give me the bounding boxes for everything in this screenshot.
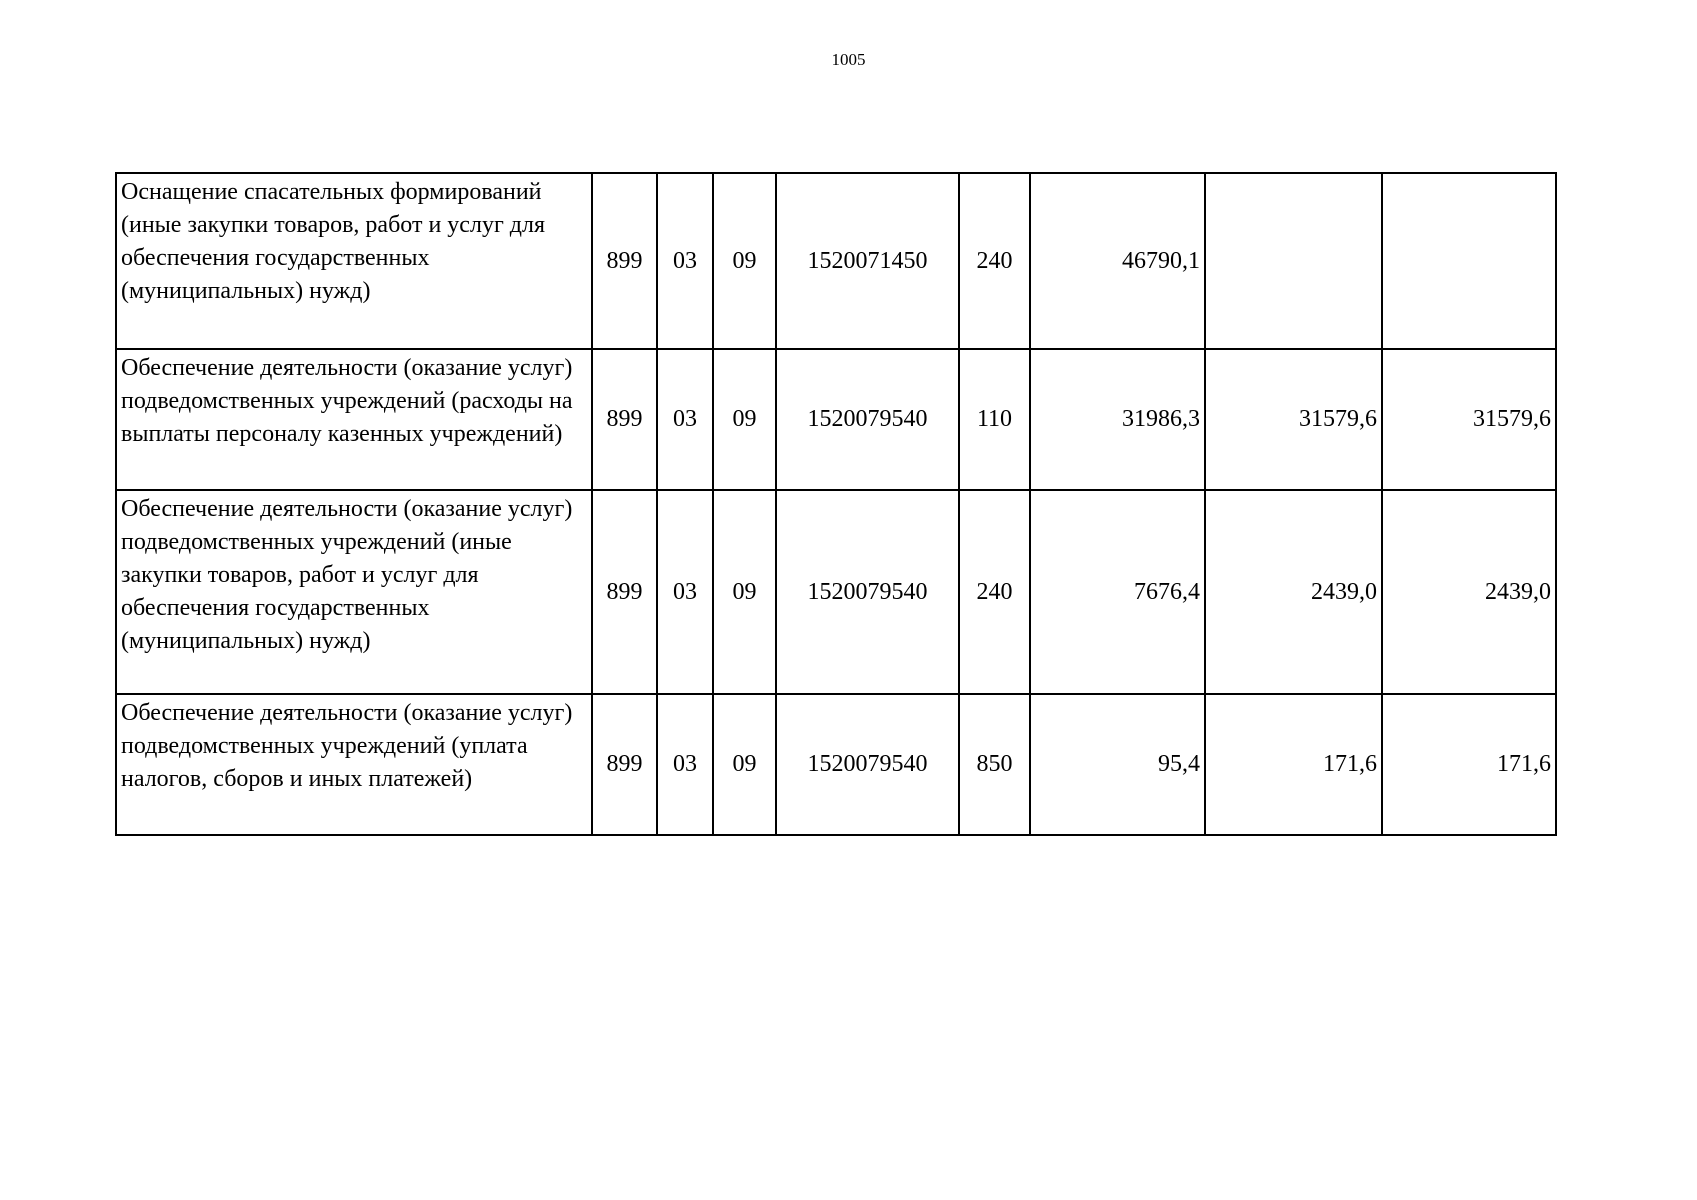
ministry-code: 899	[592, 694, 657, 835]
target-article-code: 1520079540	[776, 694, 959, 835]
amount-3	[1382, 173, 1556, 349]
amount-1: 95,4	[1030, 694, 1205, 835]
section-code: 03	[657, 349, 713, 490]
row-description: Обеспечение деятельности (оказание услуг) подведомственных учреждений (расходы на выплаты персоналу казенных учреждений)	[116, 349, 592, 490]
section-code: 03	[657, 173, 713, 349]
ministry-code: 899	[592, 173, 657, 349]
expense-type-code: 240	[959, 490, 1030, 694]
ministry-code: 899	[592, 349, 657, 490]
expense-type-code: 850	[959, 694, 1030, 835]
budget-table	[115, 172, 1557, 836]
amount-1: 7676,4	[1030, 490, 1205, 694]
amount-2: 2439,0	[1205, 490, 1382, 694]
table-row	[116, 173, 1556, 349]
expense-type-code: 240	[959, 173, 1030, 349]
table-row	[116, 490, 1556, 694]
section-code: 03	[657, 490, 713, 694]
target-article-code: 1520079540	[776, 490, 959, 694]
amount-1: 31986,3	[1030, 349, 1205, 490]
amount-3: 2439,0	[1382, 490, 1556, 694]
subsection-code: 09	[713, 349, 776, 490]
section-code: 03	[657, 694, 713, 835]
amount-1: 46790,1	[1030, 173, 1205, 349]
ministry-code: 899	[592, 490, 657, 694]
target-article-code: 1520071450	[776, 173, 959, 349]
amount-3: 31579,6	[1382, 349, 1556, 490]
page-number: 1005	[831, 50, 866, 69]
row-description: Обеспечение деятельности (оказание услуг) подведомственных учреждений (иные закупки товаров, работ и услуг для обеспечения государственных (муниципальных) нужд)	[116, 490, 592, 694]
subsection-code: 09	[713, 173, 776, 349]
table-row	[116, 694, 1556, 835]
amount-2: 171,6	[1205, 694, 1382, 835]
amount-2: 31579,6	[1205, 349, 1382, 490]
row-description: Оснащение спасательных формирований (иные закупки товаров, работ и услуг для обеспечения государственных (муниципальных) нужд)	[116, 173, 592, 349]
subsection-code: 09	[713, 694, 776, 835]
subsection-code: 09	[713, 490, 776, 694]
table-row	[116, 349, 1556, 490]
row-description: Обеспечение деятельности (оказание услуг) подведомственных учреждений (уплата налогов, сборов и иных платежей)	[116, 694, 592, 835]
amount-3: 171,6	[1382, 694, 1556, 835]
target-article-code: 1520079540	[776, 349, 959, 490]
expense-type-code: 110	[959, 349, 1030, 490]
amount-2	[1205, 173, 1382, 349]
